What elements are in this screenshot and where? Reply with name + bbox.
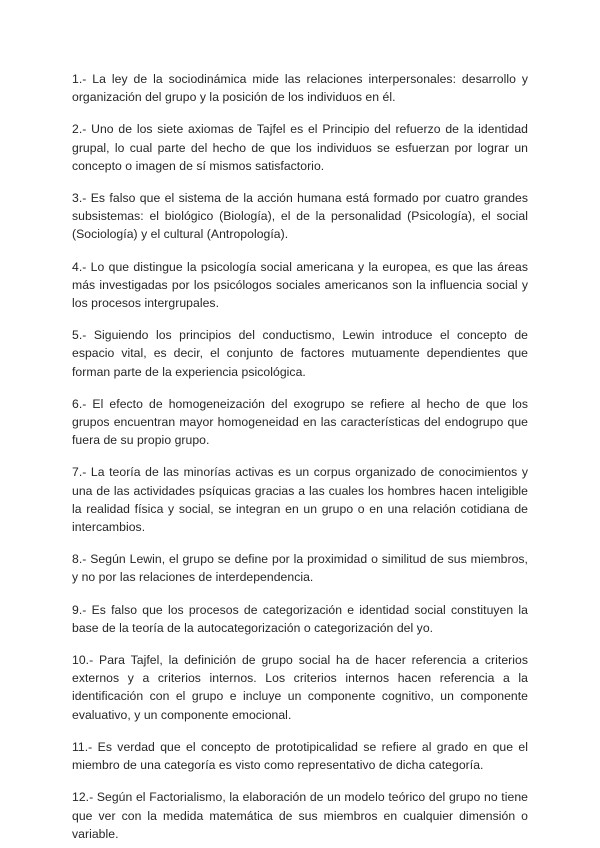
statement-11: 11.- Es verdad que el concepto de prototipicalidad se refiere al grado en que el miembro de una categoría es visto como representativo de dicha categoría.: [72, 739, 528, 773]
statement-7: 7.- La teoría de las minorías activas es un corpus organizado de conocimientos y una de las actividades psíquicas gracias a las cuales los hombres hacen inteligible la realidad física y social, se integran en un grupo o en una relación cotidiana de intercambios.: [72, 465, 528, 535]
statement-5: 5.- Siguiendo los principios del conductismo, Lewin introduce el concepto de espacio vital, es decir, el conjunto de factores mutuamente dependientes que forman parte de la experiencia psicológica.: [72, 328, 528, 379]
statement-9: 9.- Es falso que los procesos de categorización e identidad social constituyen la base de la teoría de la autocategorización o categorización del yo.: [72, 602, 528, 635]
statement-6: 6.- El efecto de homogeneización del exogrupo se refiere al hecho de que los grupos encuentran mayor homogeneidad en las características del endogrupo que fuera de su propio grupo.: [72, 396, 528, 448]
statement-3: 3.- Es falso que el sistema de la acción humana está formado por cuatro grandes subsistemas: el biológico (Biología), el de la personalidad (Psicología), el social (Sociología) y el cultural (Antropología).: [72, 191, 528, 242]
statement-4: 4.- Lo que distingue la psicología social americana y la europea, es que las áreas más investigadas por los psicólogos sociales americanos son la influencia social y los procesos intergrupales.: [72, 259, 528, 311]
statement-8: 8.- Según Lewin, el grupo se define por la proximidad o similitud de sus miembros, y no por las relaciones de interdependencia.: [72, 552, 528, 585]
statement-12: 12.- Según el Factorialismo, la elaboración de un modelo teórico del grupo no tiene que ver con la medida matemática de sus miembros en cualquier dimensión o variable.: [72, 790, 528, 841]
statement-10: 10.- Para Tajfel, la definición de grupo social ha de hacer referencia a criterios externos y a criterios internos. Los criterios internos hacen referencia a la identificación con el grupo e incluye un componente cognitivo, un componente evaluativo, y un componente emocional.: [72, 653, 528, 722]
statement-2: 2.- Uno de los siete axiomas de Tajfel es el Principio del refuerzo de la identidad grupal, lo cual parte del hecho de que los individuos se esfuerzan por lograr un concepto o imagen de sí mismos satisfactorio.: [72, 122, 528, 173]
statement-1: 1.- La ley de la sociodinámica mide las relaciones interpersonales: desarrollo y organización del grupo y la posición de los individuos en él.: [72, 72, 528, 105]
